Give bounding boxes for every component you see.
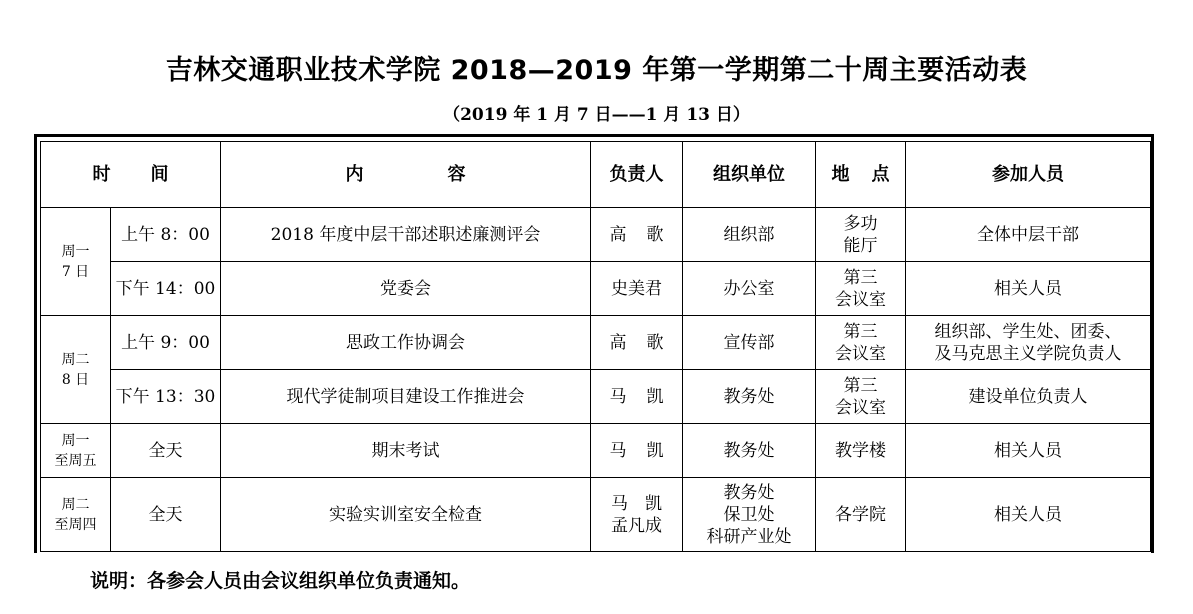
- table-row: [41, 478, 1151, 552]
- attendees-cell: 相关人员: [906, 424, 1151, 478]
- person-cell: 高 歌: [591, 316, 683, 370]
- header-person: 负责人: [591, 142, 683, 208]
- header-org: 组织单位: [683, 142, 816, 208]
- person-cell: 史美君: [591, 262, 683, 316]
- header-place: 地 点: [816, 142, 906, 208]
- table-row: [41, 316, 1151, 370]
- page-title: 吉林交通职业技术学院 2018—2019 年第一学期第二十周主要活动表: [165, 55, 1028, 86]
- content-cell: 思政工作协调会: [221, 316, 591, 370]
- table-header-row: [41, 142, 1151, 208]
- table-row: [41, 262, 1151, 316]
- attendees-cell: 相关人员: [906, 262, 1151, 316]
- org-cell: 办公室: [683, 262, 816, 316]
- person-cell: 马 凯: [591, 370, 683, 424]
- day-cell: 周二 至周四: [41, 478, 111, 552]
- org-cell: 宣传部: [683, 316, 816, 370]
- time-cell: 全天: [111, 424, 221, 478]
- person-cell: 马 凯 孟凡成: [591, 478, 683, 552]
- place-cell: 教学楼: [816, 424, 906, 478]
- day-cell: 周二 8 日: [41, 316, 111, 424]
- header-time: 时 间: [41, 142, 221, 208]
- org-cell: 教务处 保卫处 科研产业处: [683, 478, 816, 552]
- place-cell: 第三 会议室: [816, 370, 906, 424]
- place-cell: 多功 能厅: [816, 208, 906, 262]
- time-cell: 下午 13：30: [111, 370, 221, 424]
- org-cell: 教务处: [683, 424, 816, 478]
- org-cell: 教务处: [683, 370, 816, 424]
- attendees-cell: 建设单位负责人: [906, 370, 1151, 424]
- activity-table: [40, 141, 1151, 552]
- person-cell: 高 歌: [591, 208, 683, 262]
- attendees-cell: 组织部、学生处、团委、 及马克思主义学院负责人: [906, 316, 1151, 370]
- time-cell: 全天: [111, 478, 221, 552]
- header-attendees: 参加人员: [906, 142, 1151, 208]
- table-row: [41, 424, 1151, 478]
- table-row: [41, 208, 1151, 262]
- time-cell: 上午 9：00: [111, 316, 221, 370]
- attendees-cell: 相关人员: [906, 478, 1151, 552]
- place-cell: 第三 会议室: [816, 316, 906, 370]
- attendees-cell: 全体中层干部: [906, 208, 1151, 262]
- place-cell: 第三 会议室: [816, 262, 906, 316]
- person-cell: 马 凯: [591, 424, 683, 478]
- content-cell: 现代学徒制项目建设工作推进会: [221, 370, 591, 424]
- time-cell: 下午 14：00: [111, 262, 221, 316]
- content-cell: 2018 年度中层干部述职述廉测评会: [221, 208, 591, 262]
- day-cell: 周一 7 日: [41, 208, 111, 316]
- footnote: 说明：各参会人员由会议组织单位负责通知。: [90, 570, 471, 592]
- day-cell: 周一 至周五: [41, 424, 111, 478]
- time-cell: 上午 8：00: [111, 208, 221, 262]
- header-content: 内 容: [221, 142, 591, 208]
- date-range: （2019 年 1 月 7 日——1 月 13 日）: [443, 105, 750, 125]
- content-cell: 实验实训室安全检查: [221, 478, 591, 552]
- org-cell: 组织部: [683, 208, 816, 262]
- content-cell: 期末考试: [221, 424, 591, 478]
- table-row: [41, 370, 1151, 424]
- content-cell: 党委会: [221, 262, 591, 316]
- place-cell: 各学院: [816, 478, 906, 552]
